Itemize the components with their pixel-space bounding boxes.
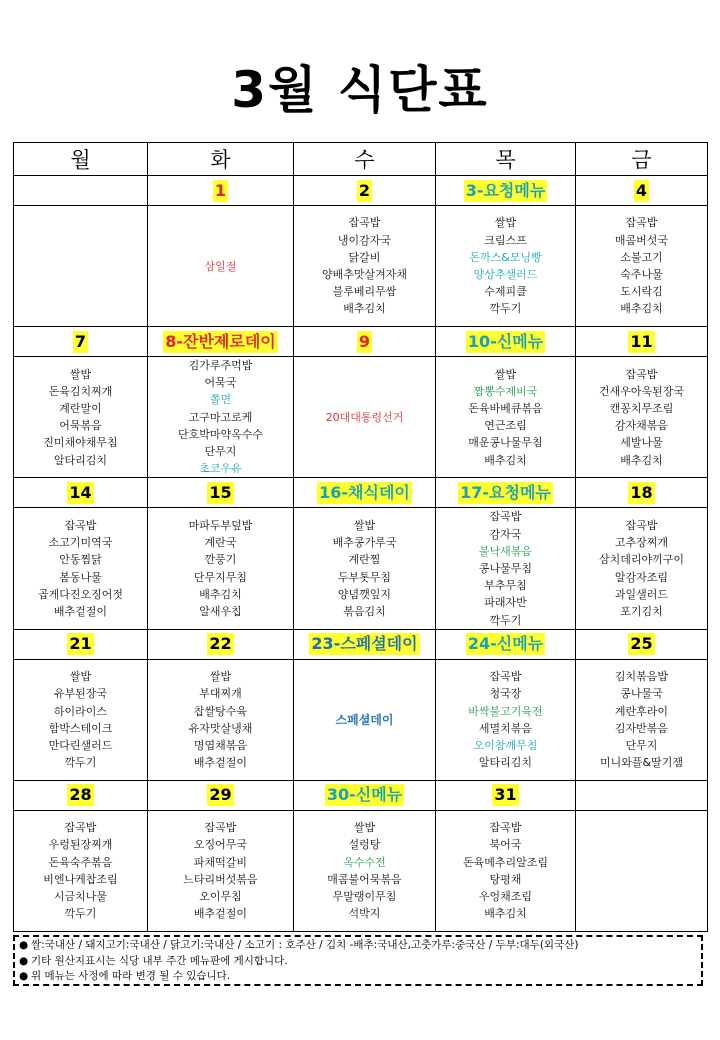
menu-list: [14, 819, 147, 922]
menu-item: 크림스프: [484, 233, 527, 247]
menu-item: 볶음김치: [343, 605, 386, 619]
date-label: 15: [209, 482, 232, 502]
day-note: 스페셜데이: [335, 713, 394, 728]
date-row: [14, 780, 708, 810]
date-label: 21: [69, 634, 92, 654]
menu-item: 매콤버섯국: [614, 233, 669, 247]
day-note: 20대대통령선거: [325, 411, 404, 425]
menu-item: 잡곡밥: [489, 510, 522, 524]
menu-item: 부추무침: [484, 579, 527, 593]
date-cell: [14, 327, 148, 357]
menu-cell: [294, 810, 436, 931]
menu-item: 배추김치: [620, 453, 663, 467]
menu-item: 잡곡밥: [64, 519, 97, 533]
menu-item: 잡곡밥: [489, 670, 522, 684]
menu-item: 함박스테이크: [48, 721, 113, 735]
note-line: [19, 969, 697, 985]
menu-item: 과일샐러드: [614, 587, 669, 601]
menu-item: 잡곡밥: [625, 216, 658, 230]
menu-item: 소고기미역국: [48, 536, 113, 550]
menu-item: 알타리김치: [478, 756, 533, 770]
menu-item: 깍두기: [64, 756, 97, 770]
date-label: 24-신메뉴: [467, 634, 544, 654]
menu-item: 쌀밥: [353, 821, 376, 835]
menu-item: 양배추맛살겨자채: [321, 268, 407, 281]
date-cell: [576, 780, 708, 810]
menu-item: 배추김치: [484, 907, 527, 921]
menu-item: 매콤불어묵볶음: [327, 872, 402, 886]
date-cell: [576, 629, 708, 659]
note-text: 위 메뉴는 사정에 따라 변경 될 수 있습니다.: [31, 970, 231, 983]
menu-item: 잡곡밥: [625, 367, 658, 381]
menu-item: 돈육바베큐볶음: [468, 402, 543, 415]
menu-cell: [148, 206, 294, 327]
date-cell: [14, 780, 148, 810]
page-title: 3월 식단표: [231, 61, 489, 119]
menu-item: 쫄면: [209, 393, 232, 407]
date-cell: [436, 176, 576, 206]
menu-item: 잡곡밥: [625, 519, 658, 533]
date-label: 9: [358, 331, 371, 351]
menu-cell: [436, 810, 576, 931]
date-label: 28: [69, 785, 92, 805]
menu-item: 어묵볶음: [59, 419, 102, 433]
menu-item: 배추겉절이: [53, 605, 108, 619]
weekday-tue: 화: [148, 143, 294, 176]
date-label: 10-신메뉴: [467, 331, 544, 351]
menu-row: [14, 659, 708, 780]
menu-row: [14, 357, 708, 478]
date-cell: [436, 327, 576, 357]
menu-cell: [148, 659, 294, 780]
date-label: 11: [630, 331, 653, 351]
weekday-fri: 금: [576, 143, 708, 176]
menu-item: 냉이감자국: [337, 233, 392, 247]
date-label: 1: [214, 180, 227, 200]
menu-item: 잡곡밥: [348, 216, 381, 230]
menu-item: 김치볶음밥: [614, 670, 669, 684]
origin-notes: [13, 935, 703, 986]
menu-item: 두부톳무침: [337, 570, 392, 584]
date-cell: [436, 629, 576, 659]
date-label: 25: [630, 634, 653, 654]
menu-item: 잡곡밥: [204, 821, 237, 835]
date-cell: [148, 629, 294, 659]
date-cell: [294, 176, 436, 206]
menu-item: 안동찜닭: [59, 553, 102, 567]
menu-item: 포기김치: [620, 605, 663, 619]
menu-cell: [436, 357, 576, 478]
menu-item: 수제피클: [484, 285, 527, 299]
menu-item: 캔꽁치무조림: [609, 402, 674, 415]
menu-item: 김자반볶음: [614, 721, 669, 735]
date-row: [14, 176, 708, 206]
weekday-wed: 수: [294, 143, 436, 176]
menu-item: 숙주나물: [620, 268, 663, 281]
menu-item: 곱게다진오징어젓: [37, 587, 123, 601]
date-label: 29: [209, 785, 232, 805]
menu-item: 찹쌀탕수육: [193, 704, 248, 718]
menu-item: 양상추샐러드: [473, 268, 538, 281]
menu-item: 알새우칩: [199, 605, 242, 619]
menu-item: 단무지무침: [193, 570, 248, 584]
menu-row: [14, 810, 708, 931]
menu-list: [294, 214, 435, 317]
menu-item: 감자채볶음: [614, 419, 669, 433]
menu-cell: [14, 508, 148, 629]
menu-cell: [576, 357, 708, 478]
date-label: 23-스페셜데이: [311, 634, 418, 654]
menu-item: 옥수수전: [343, 855, 386, 869]
menu-item: 돈육메추리알조림: [462, 855, 548, 869]
menu-cell: [294, 508, 436, 629]
menu-list: [14, 366, 147, 469]
note-text: 기타 원산지표시는 식당 내부 주간 메뉴판에 게시합니다.: [31, 954, 288, 967]
menu-item: 만다린샐러드: [48, 739, 113, 753]
note-line: [19, 938, 697, 954]
menu-item: 돈육숙주볶음: [48, 855, 113, 869]
menu-item: 불낙새볶음: [478, 544, 533, 558]
menu-item: 세발나물: [620, 436, 663, 450]
menu-list: [436, 668, 575, 771]
menu-item: 설렁탕: [348, 838, 381, 852]
menu-item: 시금치나물: [53, 890, 108, 904]
menu-list: [14, 517, 147, 620]
menu-cell: [148, 508, 294, 629]
menu-item: 봄동나물: [59, 570, 102, 584]
menu-item: 계란찜: [348, 553, 381, 567]
menu-cell: [14, 206, 148, 327]
menu-list: [436, 366, 575, 469]
menu-list: [148, 357, 293, 477]
menu-item: 북어국: [489, 838, 522, 852]
menu-item: 건새우아욱된장국: [598, 384, 684, 398]
date-cell: [294, 478, 436, 508]
menu-cell: [436, 508, 576, 629]
menu-item: 명엽채볶음: [193, 739, 248, 753]
weekday-header-row: [14, 143, 708, 176]
menu-item: 깐풍기: [204, 553, 237, 567]
date-label: 2: [358, 180, 371, 200]
menu-list: [148, 517, 293, 620]
menu-item: 유자맛살냉채: [188, 721, 253, 735]
menu-item: 계란국: [204, 536, 237, 550]
bullet-icon: ●: [19, 954, 29, 967]
date-label: 4: [635, 180, 648, 200]
menu-cell: [294, 206, 436, 327]
menu-cell: [148, 357, 294, 478]
menu-item: 쌀밥: [69, 670, 92, 684]
menu-item: 오이참깨무침: [473, 739, 538, 753]
menu-list: [436, 508, 575, 628]
note-text: 쌀:국내산 / 돼지고기:국내산 / 닭고기:국내산 / 소고기 : 호주산 / 김치 -배추:국내산,고춧가루:중국산 / 두부:대두(외국산): [31, 939, 579, 951]
menu-cell: [148, 810, 294, 931]
menu-item: 부대찌개: [199, 687, 242, 701]
menu-item: 김가루주먹밥: [188, 359, 253, 372]
menu-row: [14, 206, 708, 327]
menu-item: 세멸치볶음: [478, 721, 533, 735]
menu-item: 짬뽕수제비국: [473, 384, 538, 398]
menu-cell: [576, 810, 708, 931]
weekday-mon: 월: [14, 143, 148, 176]
menu-item: 양념깻잎지: [337, 587, 392, 601]
menu-item: 연근조림: [484, 419, 527, 433]
menu-item: 소불고기: [620, 250, 663, 264]
date-cell: [294, 629, 436, 659]
date-label: 16-채식데이: [319, 482, 410, 502]
menu-list: [576, 517, 707, 620]
menu-item: 배추김치: [343, 302, 386, 316]
menu-item: 단무지: [204, 445, 237, 459]
menu-item: 고추장찌개: [614, 536, 669, 550]
menu-cell: [294, 357, 436, 478]
menu-item: 바싹불고기육전: [468, 704, 543, 718]
date-label: 7: [74, 331, 87, 351]
menu-item: 우엉채조림: [478, 890, 533, 904]
date-row: [14, 629, 708, 659]
date-cell: [436, 478, 576, 508]
date-cell: [148, 780, 294, 810]
date-row: [14, 478, 708, 508]
date-cell: [576, 327, 708, 357]
menu-item: 탕평채: [489, 872, 522, 886]
menu-list: [436, 214, 575, 317]
menu-item: 깍두기: [64, 907, 97, 921]
menu-item: 하이라이스: [53, 704, 108, 718]
menu-cell: [576, 659, 708, 780]
menu-item: 깍두기: [489, 613, 522, 627]
menu-item: 돈육김치찌개: [48, 384, 113, 398]
date-label: 30-신메뉴: [326, 785, 403, 805]
menu-item: 오징어무국: [193, 838, 248, 852]
menu-item: 돈까스&모닝빵: [469, 250, 542, 264]
menu-item: 유부된장국: [53, 687, 108, 701]
menu-item: 닭갈비: [348, 250, 381, 264]
menu-item: 배추겉절이: [193, 756, 248, 770]
menu-item: 파채떡갈비: [193, 855, 248, 869]
menu-item: 쌀밥: [353, 519, 376, 533]
menu-list: [576, 668, 707, 771]
menu-item: 쌀밥: [494, 367, 517, 381]
menu-item: 잡곡밥: [64, 821, 97, 835]
menu-item: 배추겉절이: [193, 907, 248, 921]
menu-item: 단무지: [625, 739, 658, 753]
day-note: 삼일절: [204, 260, 237, 273]
menu-item: 우렁된장찌개: [48, 838, 113, 852]
menu-item: 파래자반: [484, 596, 527, 610]
menu-item: 고구마고로케: [188, 410, 253, 424]
note-line: [19, 954, 697, 970]
menu-item: 석박지: [348, 907, 381, 921]
menu-item: 배추김치: [484, 453, 527, 467]
menu-item: 알감자조림: [614, 570, 669, 584]
bullet-icon: ●: [19, 939, 29, 951]
menu-item: 단호박마약옥수수: [177, 427, 263, 441]
menu-item: 쌀밥: [209, 670, 232, 684]
bullet-icon: ●: [19, 970, 29, 983]
menu-cell: [436, 659, 576, 780]
date-cell: [294, 780, 436, 810]
menu-item: 콩나물국: [620, 687, 663, 701]
menu-item: 깍두기: [489, 302, 522, 316]
menu-item: 계란말이: [59, 402, 102, 415]
date-cell: [148, 478, 294, 508]
menu-item: 진미채야채무침: [43, 436, 118, 450]
menu-cell: [14, 357, 148, 478]
menu-item: 알타리김치: [53, 453, 108, 467]
date-label: 17-요청메뉴: [460, 482, 551, 502]
date-label: 3-요청메뉴: [465, 180, 546, 200]
date-label: 31: [494, 785, 517, 805]
menu-item: 느타리버섯볶음: [183, 872, 258, 886]
menu-cell: [436, 206, 576, 327]
menu-item: 어묵국: [204, 376, 237, 390]
menu-cell: [576, 206, 708, 327]
date-label: 8-잔반제로데이: [165, 331, 276, 351]
menu-item: 감자국: [489, 527, 522, 541]
menu-item: 마파두부덮밥: [188, 519, 253, 533]
menu-item: 도시락김: [620, 285, 663, 299]
menu-item: 배추김치: [620, 302, 663, 316]
date-label: 18: [630, 482, 653, 502]
menu-cell: [294, 659, 436, 780]
menu-list: [576, 214, 707, 317]
date-cell: [14, 478, 148, 508]
date-cell: [148, 327, 294, 357]
menu-cell: [14, 659, 148, 780]
menu-item: 무말랭이무침: [332, 890, 397, 904]
date-cell: [148, 176, 294, 206]
menu-item: 배추콩가루국: [332, 536, 397, 550]
menu-list: [148, 819, 293, 922]
menu-list: [14, 668, 147, 771]
date-row: [14, 327, 708, 357]
date-cell: [576, 176, 708, 206]
date-cell: [14, 176, 148, 206]
date-label: 14: [69, 482, 92, 502]
menu-item: 오이무침: [199, 890, 242, 904]
menu-item: 청국장: [489, 687, 522, 701]
menu-list: [294, 819, 435, 922]
menu-item: 쌀밥: [494, 216, 517, 230]
meal-calendar-table: [13, 142, 708, 932]
menu-item: 매운콩나물무침: [468, 436, 543, 450]
menu-item: 삼치데리야끼구이: [598, 553, 684, 567]
menu-list: [148, 668, 293, 771]
menu-list: [294, 517, 435, 620]
menu-item: 비엔나케찹조림: [43, 872, 118, 886]
menu-item: 블루베리무쌈: [332, 285, 397, 299]
menu-list: [436, 819, 575, 922]
menu-row: [14, 508, 708, 629]
date-label: 22: [209, 634, 232, 654]
menu-item: 배추김치: [199, 587, 242, 601]
weekday-thu: 목: [436, 143, 576, 176]
menu-cell: [576, 508, 708, 629]
date-cell: [14, 629, 148, 659]
date-cell: [436, 780, 576, 810]
menu-item: 미니와플&딸기잼: [600, 756, 683, 770]
menu-list: [576, 366, 707, 469]
date-cell: [576, 478, 708, 508]
menu-item: 콩나물무침: [478, 562, 533, 576]
menu-item: 쌀밥: [69, 367, 92, 381]
menu-item: 초코우유: [199, 462, 242, 476]
menu-item: 잡곡밥: [489, 821, 522, 835]
menu-item: 계란후라이: [614, 704, 669, 718]
date-cell: [294, 327, 436, 357]
menu-cell: [14, 810, 148, 931]
